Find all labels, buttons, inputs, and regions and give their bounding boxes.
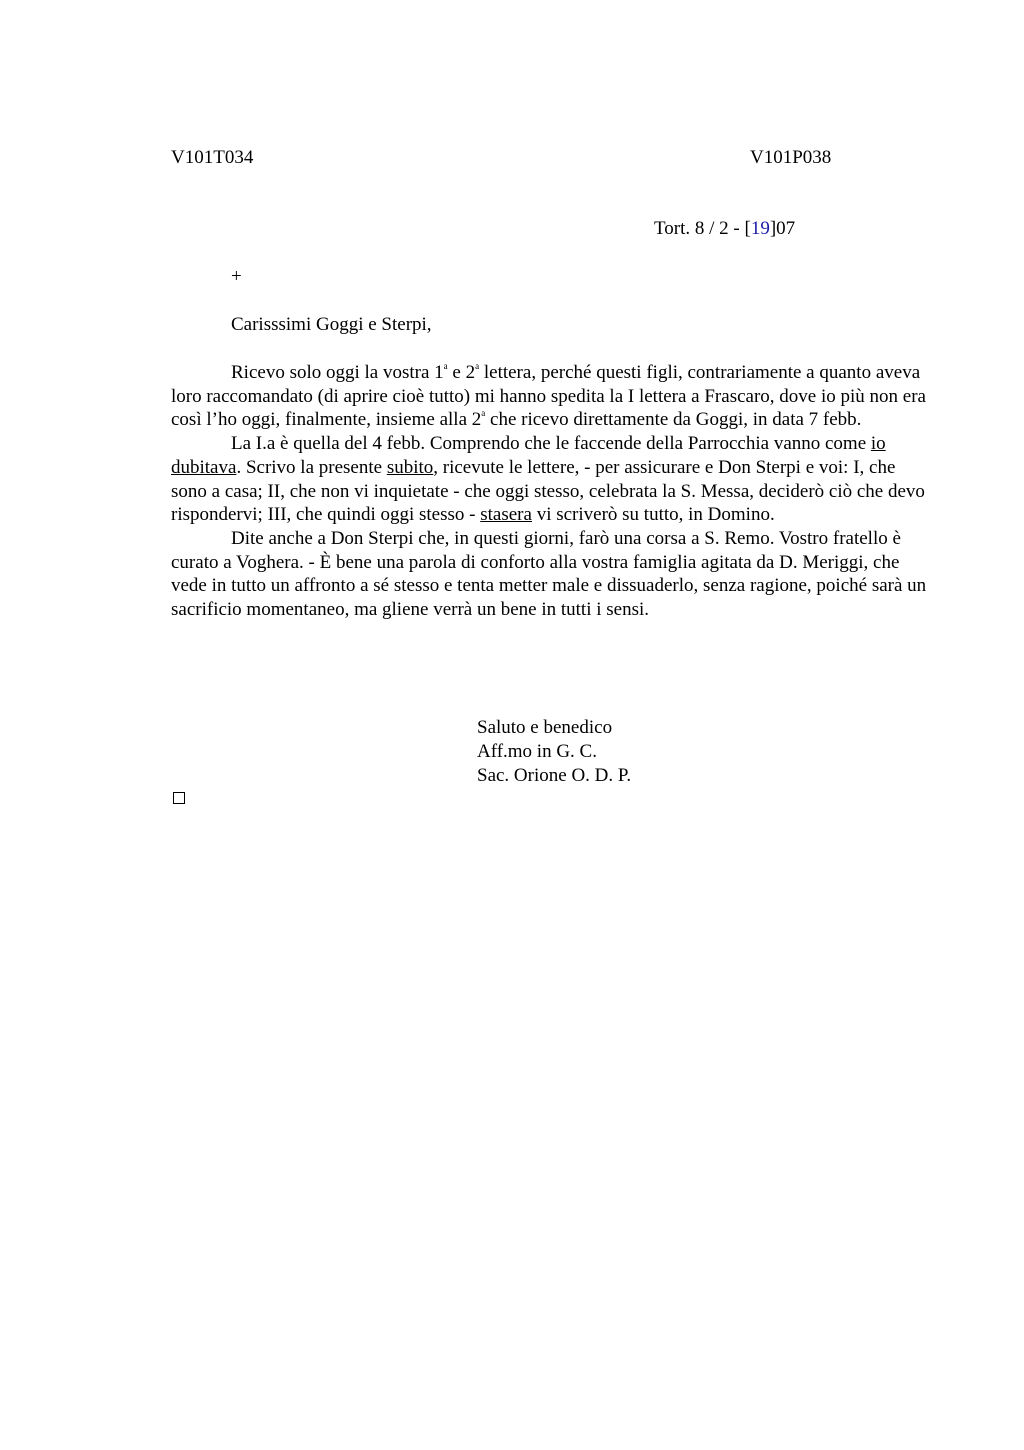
closing-affection: Aff.mo in G. C.	[477, 741, 597, 762]
date-editorial-insert: 19	[750, 218, 770, 239]
superscript: a	[443, 361, 448, 371]
signature-name: Sac. Orione O. D. P.	[477, 765, 632, 786]
paragraph-2	[171, 432, 931, 527]
paragraph-3: Dite anche a Don Sterpi che, in questi giorni, farò una corsa a S. Remo. Vostro fratello è curato a Voghera. - È bene una parola di conforto alla vostra famiglia agitata da D. Meriggi, che vede in tutto un affronto a sé stesso e tenta metter male e dissuaderlo, senza ragione, poiché sarà un sacrificio momentaneo, ma gliene verrà un bene in tutti i sensi.	[171, 527, 927, 621]
superscript: a	[481, 408, 486, 419]
date-prefix: Tort. 8 / 2 - [	[654, 218, 751, 239]
text-run: , ricevute le lettere, - per assicurare e Don Sterpi e voi: I, che sono a casa; II, che non vi inquietate - che oggi stesso, celebrata la S. Messa, deciderò ciò che devo rispondervi; III, che quindi oggi stesso -	[171, 456, 925, 526]
cross-symbol: +	[231, 266, 242, 287]
closing-greeting: Saluto e benedico	[477, 717, 613, 738]
square-box-icon	[173, 792, 185, 804]
text-run: Ricevo solo oggi la vostra 1	[231, 362, 444, 383]
text-run: La I.a è quella del 4 febb. Comprendo che le faccende della Parrocchia vanno come	[231, 433, 871, 455]
salutation: Carisssimi Goggi e Sterpi,	[231, 314, 432, 335]
closing-block	[477, 716, 631, 788]
underlined-text: subito	[386, 456, 434, 478]
text-run: . Scrivo la presente	[236, 456, 387, 478]
letter-date	[654, 217, 795, 241]
text-run: lettera, perché questi figli, contrariamente a quanto aveva loro raccomandato (di aprire cioè tutto) mi hanno spedita la I lettera a Frascaro, dove io più non era così l’ho oggi, finalmente, insieme alla 2	[171, 362, 926, 431]
superscript: a	[475, 361, 480, 371]
paragraph-1	[171, 361, 931, 432]
underlined-text: io dubitava	[171, 433, 886, 478]
letter-body	[171, 361, 931, 622]
text-run: che ricevo direttamente da Goggi, in data 7 febb.	[485, 409, 862, 431]
underlined-text: stasera	[480, 504, 532, 526]
document-code-left: V101T034	[171, 147, 254, 168]
document-code-right: V101P038	[750, 147, 832, 168]
text-run: e 2	[447, 362, 476, 383]
date-suffix: ]07	[769, 218, 796, 239]
text-run: vi scriverò su tutto, in Domino.	[531, 504, 775, 526]
